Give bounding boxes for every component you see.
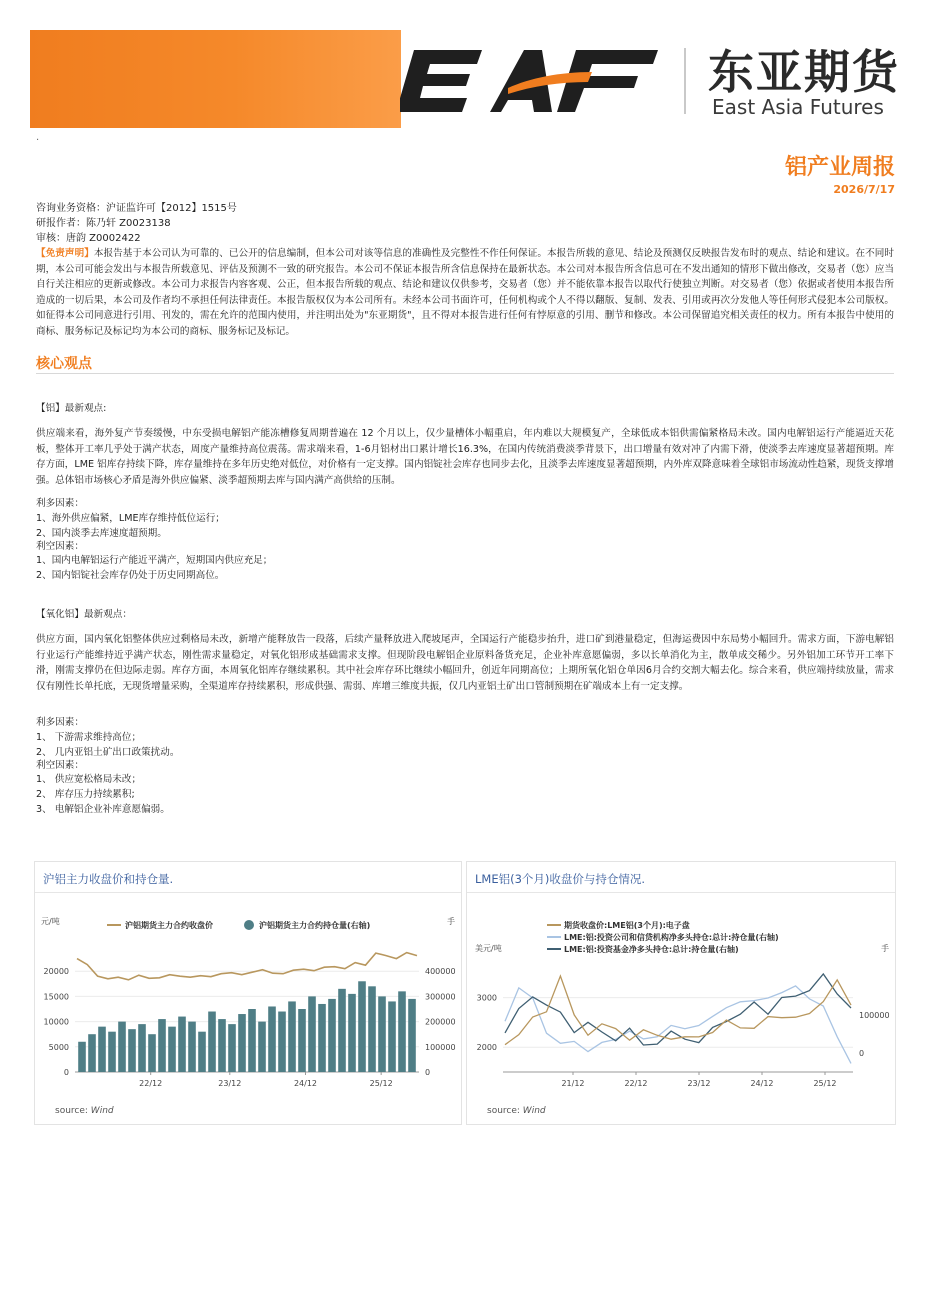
x-tick-label: 23/12 <box>687 1079 711 1088</box>
section-heading: 核心观点 <box>36 356 92 372</box>
oi-bar <box>338 989 346 1072</box>
legend-label: 沪铝期货主力合约持仓量(右轴) <box>259 921 371 930</box>
disclaimer-tag: 【免责声明】 <box>36 248 94 259</box>
aluminum-bear-item: 2、国内铝锭社会库存仍处于历史同期高位。 <box>36 570 225 581</box>
oi-bar <box>228 1024 236 1072</box>
legend-label: 期货收盘价:LME铝(3个月):电子盘 <box>564 921 690 930</box>
chart-shfe-price-oi <box>35 896 461 1106</box>
disclaimer-text: 本报告基于本公司认为可靠的、已公开的信息编制，但本公司对该等信息的准确性及完整性不作任何保证。本报告所载的意见、结论及预测仅反映报告发布时的观点、结论和建议。在不同时期，本公司可能会发出与本报告所载意见、评估及预测不一致的研究报告。本公司不保证本报告所含信息保持在最新状态。本公司对本报告所含信息可在不发出通知的情形下做出修改，交易者（您）应当自行关注相应的更新或修改。本公司力求报告内容客观、公正，但本报告所载的观点、结论和建议仅供参考，交易者（您）并不能依靠本报告以取代行使独立判断。对交易者（您）依据或者使用本报告所造成的一切后果，本公司及作者均不承担任何法律责任。本报告版权仅为本公司所有。未经本公司书面许可，任何机构或个人不得以翻版、复制、发表、引用或再次分发他人等任何形式侵犯本公司版权。如征得本公司同意进行引用、刊发的，需在允许的范围内使用，并注明出处为"东亚期货"，且不得对本报告进行任何有悖原意的引用、删节和修改。本公司保留追究相关责任的权力。所有本报告中使用的商标、服务标记及标记均为本公司的商标、服务标记及标记。 <box>36 248 895 337</box>
alumina-bull-item: 1、 下游需求维持高位； <box>36 732 142 743</box>
y-axis-label: 元/吨 <box>41 917 60 926</box>
eaf-logo-icon <box>400 38 670 120</box>
logo-divider <box>684 48 686 114</box>
y-tick-label: 15000 <box>43 992 69 1002</box>
alumina-bull-heading: 利多因素： <box>36 717 84 728</box>
x-tick-label: 22/12 <box>139 1079 163 1088</box>
legend-label: LME:铝:投资公司和信贷机构净多头持仓:总计:持仓量(右轴) <box>564 933 779 942</box>
oi-bar <box>268 1006 276 1072</box>
oi-bar <box>288 1001 296 1072</box>
panel-divider <box>467 892 895 893</box>
oi-bar <box>88 1034 96 1072</box>
alumina-body: 供应方面，国内氧化铝整体供应过剩格局未改，新增产能释放告一段落，后续产量释放进入爬坡尾声，全国运行产能稳步抬升，进口矿到港量稳定，但海运费因中东局势小幅回升。需求方面，下游电解铝行业运行产能维持近乎满产状态，刚性需求量稳定，对氧化铝形成基础需求支撑。但现阶段电解铝企业原料备货充足，企业补库意愿偏弱，多以长单消化为主，散单成交稀少。另外铝加工环节开工率下滑，刚需支撑仍在但边际走弱。库存方面，本周氧化铝库存继续累积。其中社会库存环比继续小幅回升，创近年同期高位；上期所氧化铝仓单因6月合约交割大幅去化。综合来看，供应端持续放量，需求仅有刚性长单托底，无现货增量采购，全渠道库存持续累积，形成供强、需弱、库增三维度共振，仅几内亚铝土矿出口管制预期在矿端成本上有一定支撑。 <box>36 634 894 692</box>
y2-tick-label: 100000 <box>425 1042 456 1052</box>
y2-axis-ticks <box>859 1011 890 1058</box>
oi-bar <box>318 1004 326 1072</box>
oi-bar <box>148 1034 156 1072</box>
price-series-line <box>77 953 417 980</box>
oi-bar <box>208 1012 216 1072</box>
alumina-bear-item: 3、 电解铝企业补库意愿偏弱。 <box>36 804 170 815</box>
legend-swatch-oi <box>244 920 254 930</box>
x-tick-label: 22/12 <box>624 1079 648 1088</box>
alumina-heading: 【氧化铝】最新观点： <box>36 609 132 620</box>
oi-bar <box>78 1042 86 1072</box>
y-tick-label: 3000 <box>476 993 497 1003</box>
chart-panel-lme <box>466 861 896 1125</box>
chart-title: 沪铝主力收盘价和持仓量. <box>43 872 174 886</box>
y-tick-label: 10000 <box>43 1017 69 1027</box>
report-title: 铝产业周报 <box>784 155 895 180</box>
aluminum-bear-heading: 利空因素： <box>36 541 84 552</box>
legend <box>547 920 779 954</box>
x-tick-label: 25/12 <box>369 1079 393 1088</box>
alumina-bear-item: 2、 库存压力持续累积; <box>36 789 135 800</box>
chart-grid <box>75 971 419 1072</box>
oi-bar <box>378 996 386 1072</box>
alumina-bull-item: 2、 几内亚铝土矿出口政策扰动。 <box>36 747 180 758</box>
y-tick-label: 20000 <box>43 967 69 977</box>
oi-bar <box>128 1029 136 1072</box>
legend-label: LME:铝:投资基金净多头持仓:总计:持仓量(右轴) <box>564 945 739 954</box>
source-note: source: Wind <box>55 1106 114 1116</box>
report-date: 2026/7/17 <box>833 183 895 196</box>
oi-bar <box>238 1014 246 1072</box>
oi-bar <box>298 1009 306 1072</box>
chart-panel-shfe <box>34 861 462 1125</box>
y2-tick-label: 300000 <box>425 992 456 1002</box>
aluminum-bull-heading: 利多因素： <box>36 498 84 509</box>
x-tick-label: 24/12 <box>293 1079 318 1088</box>
y2-tick-label: 0 <box>859 1049 865 1058</box>
aluminum-bear-item: 1、国内电解铝运行产能近平满产，短期国内供应充足； <box>36 555 273 566</box>
oi-bar <box>348 994 356 1072</box>
legend-label: 沪铝期货主力合约收盘价 <box>125 921 213 930</box>
x-tick-label: 24/12 <box>750 1079 774 1088</box>
aluminum-bull-item: 2、国内淡季去库速度超预期。 <box>36 528 167 539</box>
y2-tick-label: 100000 <box>859 1011 890 1020</box>
oi-bar <box>308 996 316 1072</box>
section-divider <box>36 373 894 374</box>
alumina-bear-heading: 利空因素： <box>36 760 84 771</box>
header-orange-band <box>30 30 401 128</box>
oi-bar <box>328 999 336 1072</box>
oi-bar <box>158 1019 166 1072</box>
oi-bar <box>368 986 376 1072</box>
oi-bar <box>408 999 416 1072</box>
x-tick-label: 25/12 <box>813 1079 837 1088</box>
oi-bar <box>358 981 366 1072</box>
x-tick-label: 21/12 <box>561 1079 585 1088</box>
y2-axis-label: 手 <box>881 944 889 953</box>
oi-bar <box>248 1009 256 1072</box>
oi-bar <box>98 1027 106 1072</box>
oi-bar <box>258 1022 266 1072</box>
y2-axis-ticks <box>425 967 456 1077</box>
oi-bar <box>108 1032 116 1072</box>
x-tick-label: 23/12 <box>218 1079 242 1088</box>
author-line: 研报作者：陈乃轩 Z0023138 <box>36 218 171 229</box>
oi-bar <box>118 1022 126 1072</box>
header-dot: . <box>36 132 40 143</box>
oi-bar <box>168 1027 176 1072</box>
oi-bar <box>278 1012 286 1072</box>
disclaimer <box>36 246 894 340</box>
x-axis-ticks <box>139 1072 393 1088</box>
aluminum-heading: 【铝】最新观点: <box>36 403 107 414</box>
y-tick-label: 2000 <box>476 1043 497 1053</box>
brand-name-en: East Asia Futures <box>712 95 884 119</box>
alumina-bear-item: 1、 供应宽松格局未改； <box>36 774 142 785</box>
y-axis-ticks <box>477 994 497 1053</box>
y-axis-ticks <box>44 967 69 1077</box>
license-line: 咨询业务资格：沪证监许可【2012】1515号 <box>36 203 237 214</box>
oi-bar <box>138 1024 146 1072</box>
panel-divider <box>35 892 461 893</box>
series-lines <box>505 974 851 1063</box>
y2-axis-label: 手 <box>447 917 455 926</box>
x-axis-ticks <box>561 1072 836 1088</box>
oi-bar <box>218 1019 226 1072</box>
y-axis-label: 美元/吨 <box>475 944 502 953</box>
oi-bar <box>198 1032 206 1072</box>
oi-bar <box>398 991 406 1072</box>
price-line <box>77 953 417 980</box>
aluminum-body: 供应端来看，海外复产节奏缓慢，中东受损电解铝产能冻槽修复周期普遍在 12 个月以上，仅少量槽体小幅重启，年内难以大规模复产，全球低成本铝供需偏紧格局未改。国内电解铝运行产能逼近天花板，整体开工率几乎处于满产状态，周度产量维持高位震荡。需求端来看，1-6月铝材出口累计增长16.3%，在国内传统消费淡季背景下，出口增量有效对冲了内需下滑，使淡季去库速度显著超预期。库存方面，LME 铝库存持续下降，库存量维持在多年历史绝对低位，对价格有一定支撑。国内铝锭社会库存也同步去化，且淡季去库速度显著超预期，内外库双降意味着全球铝市场流动性趋紧，现货支撑增强。总体铝市场核心矛盾是海外供应偏紧、淡季超预期去库与国内满产高供给的压制。 <box>36 428 894 486</box>
y-tick-label: 5000 <box>48 1042 69 1052</box>
chart-lme-price-positions <box>467 896 895 1106</box>
brand-name-cn: 东亚期货 <box>708 45 900 99</box>
y2-tick-label: 200000 <box>425 1017 456 1027</box>
source-note: source: Wind <box>487 1106 546 1116</box>
aluminum-bull-item: 1、海外供应偏紧，LME库存维持低位运行； <box>36 513 225 524</box>
oi-bar <box>188 1022 196 1072</box>
chart-title: LME铝(3个月)收盘价与持仓情况. <box>475 872 646 886</box>
legend <box>107 920 370 930</box>
oi-bar <box>178 1017 186 1072</box>
oi-columns <box>78 981 416 1072</box>
y-tick-label: 0 <box>63 1068 69 1077</box>
y2-tick-label: 400000 <box>425 967 456 977</box>
oi-bar <box>388 1001 396 1072</box>
reviewer-line: 审核：唐韵 Z0002422 <box>36 233 141 244</box>
y2-tick-label: 0 <box>425 1068 431 1077</box>
